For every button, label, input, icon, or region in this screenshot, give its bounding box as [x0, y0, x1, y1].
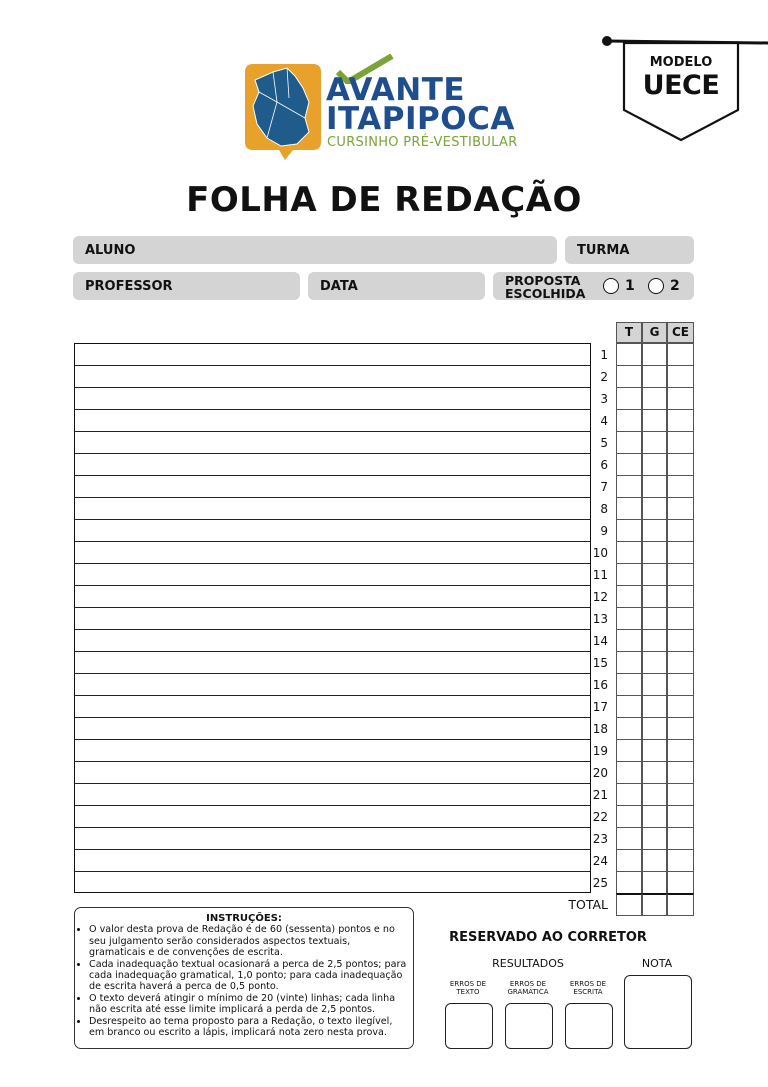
- grade-cell[interactable]: [616, 827, 642, 850]
- grade-cell[interactable]: [616, 651, 642, 674]
- grade-cell[interactable]: [667, 387, 694, 410]
- line-number: 22: [592, 810, 608, 824]
- grade-cell[interactable]: [667, 695, 694, 718]
- writing-line: [75, 585, 590, 586]
- text-errors-box[interactable]: [445, 1003, 493, 1049]
- grade-cell[interactable]: [667, 717, 694, 740]
- grade-box[interactable]: [624, 975, 692, 1049]
- grade-cell[interactable]: [667, 827, 694, 850]
- grade-cell[interactable]: [616, 783, 642, 806]
- total-label: TOTAL: [568, 897, 608, 912]
- grid-header: T: [616, 322, 642, 343]
- line-number: 12: [592, 590, 608, 604]
- turma-label: TURMA: [577, 243, 630, 258]
- aluno-field[interactable]: [73, 236, 557, 264]
- grade-cell[interactable]: [616, 431, 642, 454]
- grid-header: CE: [667, 322, 694, 343]
- grade-cell[interactable]: [616, 453, 642, 476]
- grid-header: G: [642, 322, 667, 343]
- proposta-label: PROPOSTA ESCOLHIDA: [505, 273, 586, 301]
- writing-line: [75, 497, 590, 498]
- page-title: FOLHA DE REDAÇÃO: [186, 180, 582, 220]
- line-number: 11: [592, 568, 608, 582]
- writing-line: [75, 475, 590, 476]
- grade-cell[interactable]: [616, 475, 642, 498]
- writing-errors-label: ERROS DE ESCRITA: [569, 980, 607, 996]
- grade-cell[interactable]: [667, 607, 694, 630]
- instructions-title: INSTRUÇÕES:: [206, 913, 282, 924]
- grade-cell[interactable]: [642, 431, 667, 454]
- corrector-title: RESERVADO AO CORRETOR: [449, 930, 647, 945]
- writing-line: [75, 629, 590, 630]
- grade-cell[interactable]: [642, 849, 667, 872]
- grade-cell[interactable]: [667, 805, 694, 828]
- grade-cell[interactable]: [667, 783, 694, 806]
- option2-radio[interactable]: [648, 278, 664, 294]
- line-number: 19: [592, 744, 608, 758]
- writing-line: [75, 563, 590, 564]
- writing-line: [75, 783, 590, 784]
- grade-cell[interactable]: [642, 761, 667, 784]
- badge-line2: UECE: [642, 70, 720, 101]
- writing-line: [75, 607, 590, 608]
- grammar-errors-box[interactable]: [505, 1003, 553, 1049]
- instruction-item: • Desrespeito ao tema proposto para a Redação, o texto ilegível, em branco ou escrito a lápis, implicará nota zero nesta prova.: [89, 1016, 407, 1039]
- grade-cell[interactable]: [616, 343, 642, 366]
- badge-line1: MODELO: [649, 55, 713, 70]
- grade-cell[interactable]: [642, 519, 667, 542]
- grade-cell[interactable]: [616, 497, 642, 520]
- grade-cell[interactable]: [616, 805, 642, 828]
- grade-cell[interactable]: [642, 541, 667, 564]
- grade-cell[interactable]: [667, 849, 694, 872]
- option1-radio[interactable]: [603, 278, 619, 294]
- grade-cell[interactable]: [616, 629, 642, 652]
- line-number: 16: [592, 678, 608, 692]
- line-number: 25: [592, 876, 608, 890]
- grade-cell[interactable]: [667, 431, 694, 454]
- line-number: 13: [592, 612, 608, 626]
- grade-cell[interactable]: [667, 563, 694, 586]
- line-number: 6: [600, 458, 608, 472]
- instructions-list: [75, 924, 413, 1038]
- grade-cell[interactable]: [667, 365, 694, 388]
- grade-cell[interactable]: [616, 673, 642, 696]
- grade-cell[interactable]: [616, 695, 642, 718]
- line-number: 5: [600, 436, 608, 450]
- grade-cell[interactable]: [616, 519, 642, 542]
- grade-cell[interactable]: [642, 717, 667, 740]
- writing-line: [75, 431, 590, 432]
- grade-cell[interactable]: [642, 607, 667, 630]
- writing-line: [75, 519, 590, 520]
- line-number: 24: [592, 854, 608, 868]
- grade-cell[interactable]: [616, 585, 642, 608]
- writing-line: [75, 695, 590, 696]
- total-cell[interactable]: [642, 893, 667, 916]
- grade-cell[interactable]: [642, 387, 667, 410]
- line-number: 1: [600, 348, 608, 362]
- grade-cell[interactable]: [616, 365, 642, 388]
- total-cell[interactable]: [616, 893, 642, 916]
- grade-cell[interactable]: [667, 739, 694, 762]
- writing-line: [75, 849, 590, 850]
- grammar-errors-label: ERROS DE GRAMÁTICA: [507, 980, 549, 996]
- grade-cell[interactable]: [642, 563, 667, 586]
- grade-cell[interactable]: [642, 871, 667, 894]
- line-number: 15: [592, 656, 608, 670]
- professor-field[interactable]: [73, 272, 300, 300]
- turma-field[interactable]: [565, 236, 694, 264]
- grade-label: NOTA: [641, 957, 673, 970]
- writing-line: [75, 871, 590, 872]
- line-number: 18: [592, 722, 608, 736]
- line-number: 14: [592, 634, 608, 648]
- grade-cell[interactable]: [642, 585, 667, 608]
- grade-cell[interactable]: [616, 761, 642, 784]
- logo-line2: ITAPIPOCA: [326, 101, 515, 137]
- grade-cell[interactable]: [667, 673, 694, 696]
- instructions-box: [74, 907, 414, 1049]
- grade-cell[interactable]: [667, 761, 694, 784]
- grade-cell[interactable]: [616, 607, 642, 630]
- grade-cell[interactable]: [667, 453, 694, 476]
- option2-label: 2: [670, 278, 680, 294]
- writing-line: [75, 717, 590, 718]
- professor-label: PROFESSOR: [85, 279, 173, 294]
- grade-cell[interactable]: [667, 629, 694, 652]
- logo-tagline: CURSINHO PRÉ-VESTIBULAR: [327, 135, 518, 150]
- instruction-item: • O texto deverá atingir o mínimo de 20 (vinte) linhas; cada linha não escrita até esse limite implicará a perda de 2,5 pontos.: [89, 993, 407, 1016]
- grade-cell[interactable]: [642, 651, 667, 674]
- instruction-item: • Cada inadequação textual ocasionará a perca de 2,5 pontos; para cada inadequação gramatical, 1,0 ponto; para cada inadequação de escrita haverá a perca de 0,5 ponto.: [89, 959, 407, 993]
- proposta-field: [493, 272, 694, 300]
- writing-line: [75, 761, 590, 762]
- grade-cell[interactable]: [616, 717, 642, 740]
- writing-errors-box[interactable]: [565, 1003, 613, 1049]
- grade-cell[interactable]: [616, 871, 642, 894]
- aluno-label: ALUNO: [85, 243, 136, 258]
- grade-cell[interactable]: [642, 453, 667, 476]
- line-number: 20: [592, 766, 608, 780]
- results-label: RESULTADOS: [492, 957, 564, 970]
- grade-cell[interactable]: [616, 409, 642, 432]
- writing-line: [75, 387, 590, 388]
- grade-cell[interactable]: [616, 541, 642, 564]
- writing-line: [75, 651, 590, 652]
- option1-label: 1: [625, 278, 635, 294]
- grade-cell[interactable]: [642, 409, 667, 432]
- line-number: 8: [600, 502, 608, 516]
- logo-map-icon: [243, 62, 323, 162]
- grade-cell[interactable]: [667, 475, 694, 498]
- grade-cell[interactable]: [642, 783, 667, 806]
- instruction-item: • O valor desta prova de Redação é de 60 (sessenta) pontos e no seu julgamento serão considerados aspectos textuais, gramaticais e de convenções de escrita.: [89, 924, 407, 958]
- line-number: 7: [600, 480, 608, 494]
- grade-cell[interactable]: [642, 497, 667, 520]
- grade-cell[interactable]: [667, 585, 694, 608]
- grade-cell[interactable]: [616, 739, 642, 762]
- line-number: 17: [592, 700, 608, 714]
- grade-cell[interactable]: [642, 739, 667, 762]
- writing-line: [75, 739, 590, 740]
- writing-area[interactable]: [74, 343, 591, 893]
- writing-line: [75, 409, 590, 410]
- grade-cell[interactable]: [667, 409, 694, 432]
- line-number: 10: [592, 546, 608, 560]
- grade-cell[interactable]: [616, 387, 642, 410]
- data-label: DATA: [320, 279, 358, 294]
- grade-cell[interactable]: [642, 343, 667, 366]
- grade-cell[interactable]: [667, 871, 694, 894]
- grade-cell[interactable]: [667, 541, 694, 564]
- writing-line: [75, 805, 590, 806]
- grade-cell[interactable]: [667, 651, 694, 674]
- grade-cell[interactable]: [642, 673, 667, 696]
- writing-line: [75, 827, 590, 828]
- grade-cell[interactable]: [667, 343, 694, 366]
- writing-line: [75, 453, 590, 454]
- grade-cell[interactable]: [667, 497, 694, 520]
- grade-cell[interactable]: [642, 365, 667, 388]
- grade-cell[interactable]: [616, 563, 642, 586]
- writing-line: [75, 365, 590, 366]
- total-cell[interactable]: [667, 893, 694, 916]
- line-number: 4: [600, 414, 608, 428]
- line-number: 23: [592, 832, 608, 846]
- data-field[interactable]: [308, 272, 485, 300]
- line-number: 3: [600, 392, 608, 406]
- writing-line: [75, 541, 590, 542]
- grade-cell[interactable]: [616, 849, 642, 872]
- line-number: 2: [600, 370, 608, 384]
- grade-cell[interactable]: [642, 475, 667, 498]
- grade-cell[interactable]: [642, 629, 667, 652]
- grade-cell[interactable]: [642, 827, 667, 850]
- writing-line: [75, 673, 590, 674]
- grade-cell[interactable]: [667, 519, 694, 542]
- text-errors-label: ERROS DE TEXTO: [449, 980, 487, 996]
- line-number: 9: [600, 524, 608, 538]
- grade-cell[interactable]: [642, 695, 667, 718]
- grade-cell[interactable]: [642, 805, 667, 828]
- line-number: 21: [592, 788, 608, 802]
- logo-line1: AVANTE: [326, 72, 466, 108]
